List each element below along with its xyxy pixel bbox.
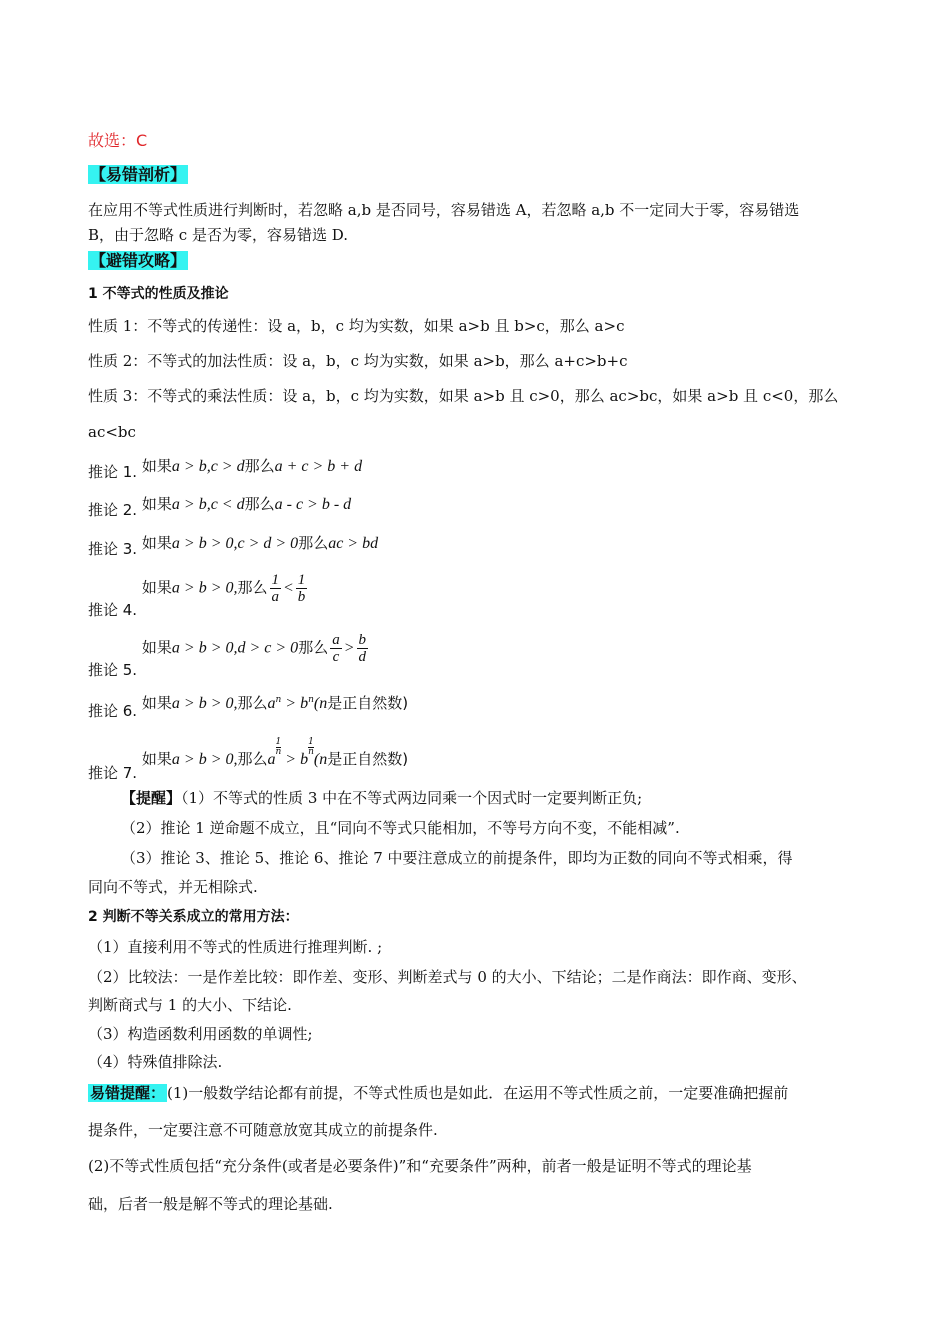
property-3-line-2: ac<bc — [88, 423, 136, 441]
reminder-line-3a: （3）推论 3、推论 5、推论 6、推论 7 中要注意成立的前提条件，即均为正数的同向不等式相乘，得 — [121, 849, 793, 867]
corollary-3 — [88, 532, 379, 558]
corollary-1 — [88, 455, 363, 481]
if-word: 如果 — [141, 457, 172, 475]
corollary-label: 推论 3. — [88, 540, 138, 558]
n-var: n — [319, 751, 328, 768]
base-b: b — [300, 751, 309, 768]
property-2: 性质 2：不等式的加法性质：设 a，b，c 均为实数，如果 a>b，那么 a+c>b+c — [88, 352, 628, 370]
property-1: 性质 1：不等式的传递性：设 a，b，c 均为实数，如果 a>b 且 b>c，那么 a>c — [88, 317, 625, 335]
fraction-b-over-d: $\frac{b}{d}$ — [358, 632, 366, 665]
corollary-4 — [88, 572, 309, 619]
greater-than: > — [281, 695, 301, 712]
n-var: n — [319, 695, 328, 712]
then-word: 那么 — [298, 534, 329, 552]
highlight-label: 易错提醒： — [90, 1084, 166, 1102]
tail-text: 是正自然数) — [327, 694, 409, 712]
corollary-label: 推论 2. — [88, 501, 138, 519]
tail-text: 是正自然数) — [327, 750, 409, 768]
corollary-label: 推论 1. — [88, 463, 138, 481]
reminder-line-2: （2）推论 1 逆命题不成立，且“同向不等式只能相加，不等号方向不变，不能相减”. — [121, 819, 680, 837]
corollary-label: 推论 7. — [88, 764, 138, 782]
property-3-line-1: 性质 3：不等式的乘法性质：设 a，b，c 均为实数，如果 a>b 且 c>0，那么 ac>bc，如果 a>b 且 c<0，那么 — [88, 387, 839, 405]
exponent-n: n — [308, 695, 314, 705]
paren: ( — [313, 695, 320, 712]
then-word: 那么 — [244, 457, 275, 475]
heading-properties: 1 不等式的性质及推论 — [88, 286, 229, 302]
method-2a: （2）比较法：一是作差比较：即作差、变形、判断差式与 0 的大小、下结论；二是作商法：即作商、变形、 — [88, 968, 807, 986]
method-4: （4）特殊值排除法. — [88, 1053, 223, 1071]
method-1: （1）直接利用不等式的性质进行推理判断. ; — [88, 938, 383, 956]
method-3: （3）构造函数利用函数的单调性; — [88, 1025, 313, 1043]
fraction-a-over-c: $\frac{a}{c}$ — [332, 632, 340, 665]
reminder-label: 【提醒】 — [121, 789, 182, 807]
base-a: a — [267, 751, 276, 768]
then-word: 那么 — [244, 495, 275, 513]
corollary-2 — [88, 493, 352, 519]
answer-line: 故选：C — [88, 131, 148, 150]
condition: a > b,c > d — [171, 458, 245, 475]
if-word: 如果 — [141, 694, 172, 712]
base-b: b — [300, 695, 309, 712]
tip-line-1 — [88, 1082, 788, 1103]
base-a: a — [267, 695, 276, 712]
greater-than: > — [343, 639, 355, 657]
condition: a > b > 0,c > d > 0 — [171, 535, 299, 552]
corollary-6 — [88, 692, 409, 720]
then-word: 那么 — [237, 750, 268, 768]
condition: a > b > 0, — [171, 579, 238, 597]
section-title-avoid-strategy — [88, 248, 188, 271]
tip-line-2a: (2)不等式性质包括“充分条件(或者是必要条件)”和“充要条件”两种，前者一般是证明不等式的理论基 — [88, 1157, 752, 1175]
tip-text: (1)一般数学结论都有前提，不等式性质也是如此．在运用不等式性质之前，一定要准确把握前 — [167, 1084, 789, 1102]
highlight-label: 【易错剖析】 — [90, 165, 187, 184]
corollary-7 — [88, 737, 409, 782]
error-analysis-line-1: 在应用不等式性质进行判断时，若忽略 a,b 是否同号，容易错选 A，若忽略 a,b 不一定同大于零，容易错选 — [88, 201, 800, 219]
then-word: 那么 — [237, 578, 268, 597]
condition: a > b,c < d — [171, 496, 245, 513]
condition: a > b > 0, — [171, 695, 238, 712]
condition: a > b > 0,d > c > 0 — [171, 639, 299, 657]
reminder-text: （1）不等式的性质 3 中在不等式两边同乘一个因式时一定要判断正负; — [181, 789, 643, 807]
if-word: 如果 — [141, 534, 172, 552]
highlight-label: 【避错攻略】 — [90, 251, 187, 270]
reminder-line-3b: 同向不等式，并无相除式. — [88, 878, 258, 896]
result: a + c > b + d — [274, 458, 363, 475]
condition: a > b > 0, — [171, 751, 238, 768]
exponent-1-over-n: $\frac{1}{n}$ — [308, 737, 314, 757]
then-word: 那么 — [237, 694, 268, 712]
if-word: 如果 — [141, 638, 172, 657]
reminder-line-1 — [121, 787, 642, 808]
exponent-n: n — [275, 695, 282, 705]
method-2b: 判断商式与 1 的大小、下结论. — [88, 996, 292, 1014]
then-word: 那么 — [298, 638, 329, 657]
fraction-1-over-b: $\frac{1}{b}$ — [297, 572, 306, 605]
corollary-label: 推论 6. — [88, 702, 138, 720]
corollary-5 — [88, 632, 370, 679]
fraction-1-over-a: $\frac{1}{a}$ — [271, 572, 279, 605]
result: a - c > b - d — [274, 496, 352, 513]
tip-line-1b: 提条件，一定要注意不可随意放宽其成立的前提条件. — [88, 1121, 438, 1139]
corollary-label: 推论 4. — [88, 600, 138, 619]
heading-methods: 2 判断不等关系成立的常用方法： — [88, 909, 299, 925]
section-title-error-analysis — [88, 162, 188, 185]
if-word: 如果 — [141, 578, 172, 597]
result: ac > bd — [328, 535, 379, 552]
paren: ( — [313, 751, 320, 768]
error-analysis-line-2: B，由于忽略 c 是否为零，容易错选 D. — [88, 226, 348, 244]
exponent-1-over-n: $\frac{1}{n}$ — [275, 737, 282, 757]
if-word: 如果 — [141, 750, 172, 768]
greater-than: > — [281, 751, 301, 768]
corollary-label: 推论 5. — [88, 660, 138, 679]
if-word: 如果 — [141, 495, 172, 513]
tip-line-2b: 础，后者一般是解不等式的理论基础. — [88, 1195, 333, 1213]
less-than: < — [283, 579, 294, 597]
